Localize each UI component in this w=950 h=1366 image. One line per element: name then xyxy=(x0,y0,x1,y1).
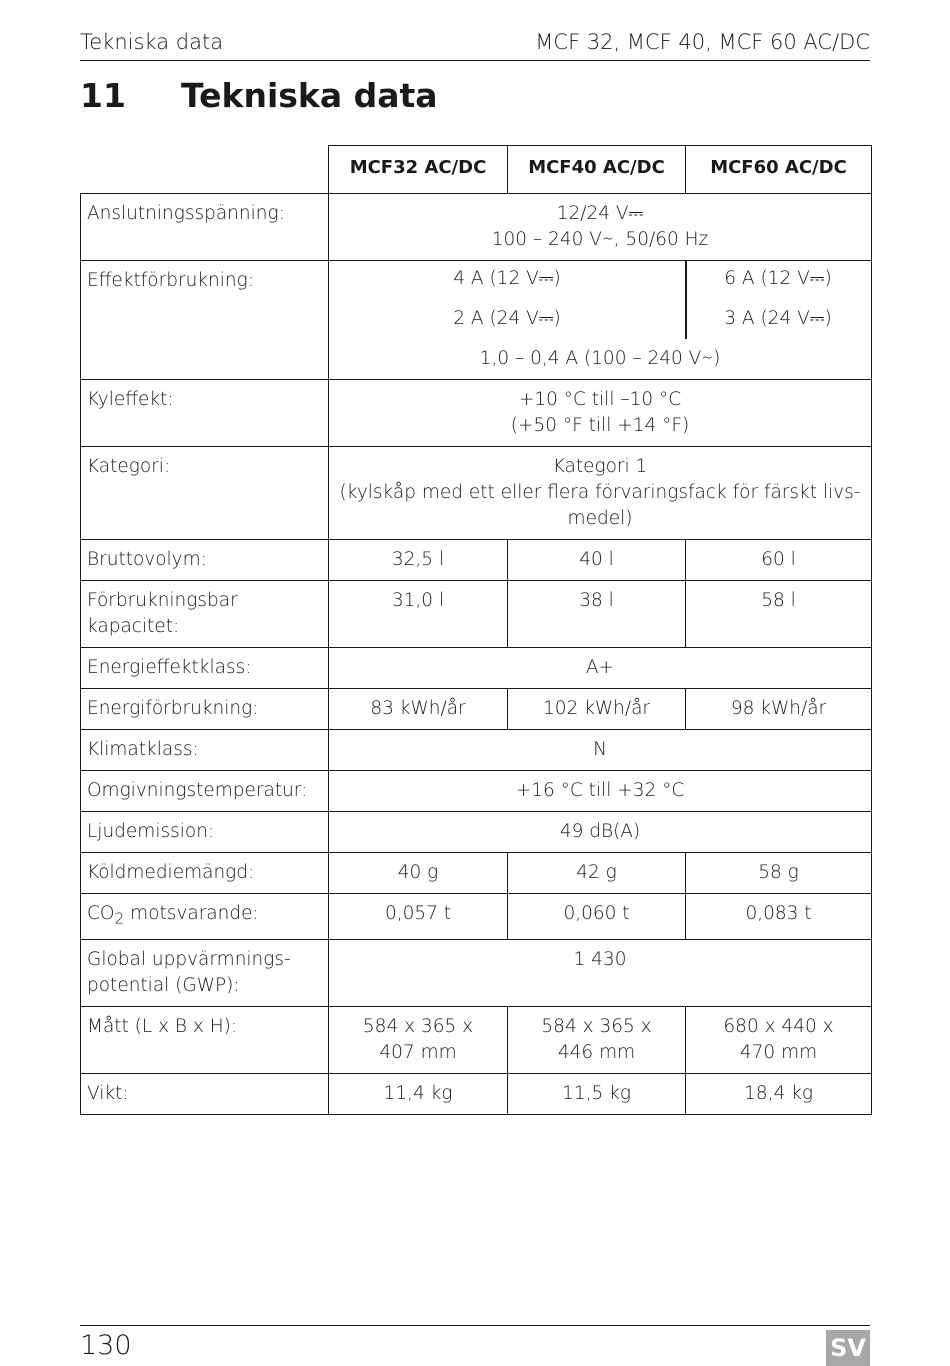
row-label-line: Förbrukningsbar xyxy=(87,590,238,611)
dimension-line: 470 mm xyxy=(739,1041,818,1063)
cooling-celsius: +10 °C till –10 °C xyxy=(518,389,682,410)
table-row xyxy=(81,194,872,261)
table-cell: 102 kWh/år xyxy=(508,689,686,730)
page-header xyxy=(80,28,870,61)
table-row xyxy=(81,730,872,771)
power-mcf60-12v: 6 A (12 V⎓) xyxy=(724,268,832,289)
power-mcf60-24v: 3 A (24 V⎓) xyxy=(724,308,832,329)
row-label xyxy=(81,581,329,648)
table-cell: 40 g xyxy=(329,853,508,894)
table-row xyxy=(81,540,872,581)
row-label: Ljudemission: xyxy=(81,812,329,853)
page-number: 130 xyxy=(80,1330,132,1361)
table-cell: 0,060 t xyxy=(508,894,686,940)
table-cell: +16 °C till +32 °C xyxy=(329,771,872,812)
co2-suffix: motsvarande: xyxy=(124,903,259,924)
dimension-line: 446 mm xyxy=(557,1041,636,1063)
table-row xyxy=(81,1073,872,1114)
dimension-line: 584 x 365 x xyxy=(362,1015,474,1037)
table-cell: 58 g xyxy=(686,853,872,894)
table-row xyxy=(81,939,872,1006)
table-row xyxy=(81,447,872,540)
connection-dc: 12/24 V⎓ xyxy=(556,203,644,224)
row-label: Anslutningsspänning: xyxy=(81,194,329,261)
co2-prefix: CO xyxy=(87,903,115,924)
table-cell: 49 dB(A) xyxy=(329,812,872,853)
table-row xyxy=(81,812,872,853)
column-header-mcf32: MCF32 AC/DC xyxy=(329,146,508,194)
category-description: (kylskåp med ett eller flera förvaringsfack för färskt livs- xyxy=(339,482,861,503)
table-cell xyxy=(686,1006,872,1073)
chapter-number: 11 xyxy=(80,76,126,115)
page-footer xyxy=(80,1325,870,1366)
table-cell: A+ xyxy=(329,648,872,689)
row-label-line: kapacitet: xyxy=(87,616,180,637)
header-section: Tekniska data xyxy=(80,30,224,54)
language-badge: SV xyxy=(826,1330,870,1366)
table-cell: 40 l xyxy=(508,540,686,581)
row-label: Effektförbrukning: xyxy=(81,261,329,380)
co2-subscript: 2 xyxy=(114,909,125,928)
table-row xyxy=(81,380,872,447)
row-label xyxy=(81,939,329,1006)
category-name: Kategori 1 xyxy=(552,456,648,477)
table-header-row xyxy=(81,146,872,194)
table-row xyxy=(81,853,872,894)
table-row xyxy=(81,894,872,940)
row-label: Vikt: xyxy=(81,1073,329,1114)
row-label: Energieffektklass: xyxy=(81,648,329,689)
table-cell: 0,083 t xyxy=(686,894,872,940)
power-ac: 1,0 – 0,4 A (100 – 240 V∼) xyxy=(479,348,721,369)
column-header-mcf60: MCF60 AC/DC xyxy=(686,146,872,194)
table-cell: 98 kWh/år xyxy=(686,689,872,730)
cooling-value xyxy=(329,380,872,447)
table-cell: 83 kWh/år xyxy=(329,689,508,730)
table-cell: 58 l xyxy=(686,581,872,648)
row-label: Energiförbrukning: xyxy=(81,689,329,730)
table-cell: 42 g xyxy=(508,853,686,894)
power-value xyxy=(329,261,872,380)
row-label: Klimatklass: xyxy=(81,730,329,771)
cooling-fahrenheit: (+50 °F till +14 °F) xyxy=(510,415,690,436)
power-mcf32-40-24v: 2 A (24 V⎓) xyxy=(453,308,561,329)
row-label-line: potential (GWP): xyxy=(87,974,240,996)
table-row xyxy=(81,771,872,812)
table-row xyxy=(81,1006,872,1073)
table-row xyxy=(81,261,872,380)
connection-value xyxy=(329,194,872,261)
table-cell xyxy=(508,1006,686,1073)
table-cell: 38 l xyxy=(508,581,686,648)
row-label: Omgivningstemperatur: xyxy=(81,771,329,812)
connection-ac: 100 – 240 V∼, 50/60 Hz xyxy=(491,229,709,250)
category-description-cont: medel) xyxy=(567,508,633,529)
table-row xyxy=(81,581,872,648)
row-label: Mått (L x B x H): xyxy=(81,1006,329,1073)
dimension-line: 680 x 440 x xyxy=(723,1015,834,1037)
row-label: Kyleffekt: xyxy=(81,380,329,447)
dimension-line: 407 mm xyxy=(379,1041,457,1063)
category-value xyxy=(329,447,872,540)
table-cell: N xyxy=(329,730,872,771)
power-mcf32-40-12v: 4 A (12 V⎓) xyxy=(453,268,561,289)
row-label: Kategori: xyxy=(81,447,329,540)
dimension-line: 584 x 365 x xyxy=(541,1015,652,1037)
table-cell: 0,057 t xyxy=(329,894,508,940)
header-blank-cell xyxy=(81,146,329,194)
table-cell: 60 l xyxy=(686,540,872,581)
spec-table xyxy=(80,145,872,1115)
table-cell: 32,5 l xyxy=(329,540,508,581)
table-cell xyxy=(329,1006,508,1073)
table-row xyxy=(81,648,872,689)
row-label-line: Global uppvärmnings- xyxy=(87,948,291,970)
chapter-title: Tekniska data xyxy=(181,76,438,115)
table-row xyxy=(81,689,872,730)
row-label: Bruttovolym: xyxy=(81,540,329,581)
table-cell: 11,5 kg xyxy=(508,1073,686,1114)
table-cell: 11,4 kg xyxy=(329,1073,508,1114)
header-models: MCF 32, MCF 40, MCF 60 AC/DC xyxy=(535,30,870,54)
row-label: Köldmediemängd: xyxy=(81,853,329,894)
table-cell: 18,4 kg xyxy=(686,1073,872,1114)
row-label xyxy=(81,894,329,940)
table-cell: 1 430 xyxy=(329,939,872,1006)
table-cell: 31,0 l xyxy=(329,581,508,648)
column-header-mcf40: MCF40 AC/DC xyxy=(508,146,686,194)
